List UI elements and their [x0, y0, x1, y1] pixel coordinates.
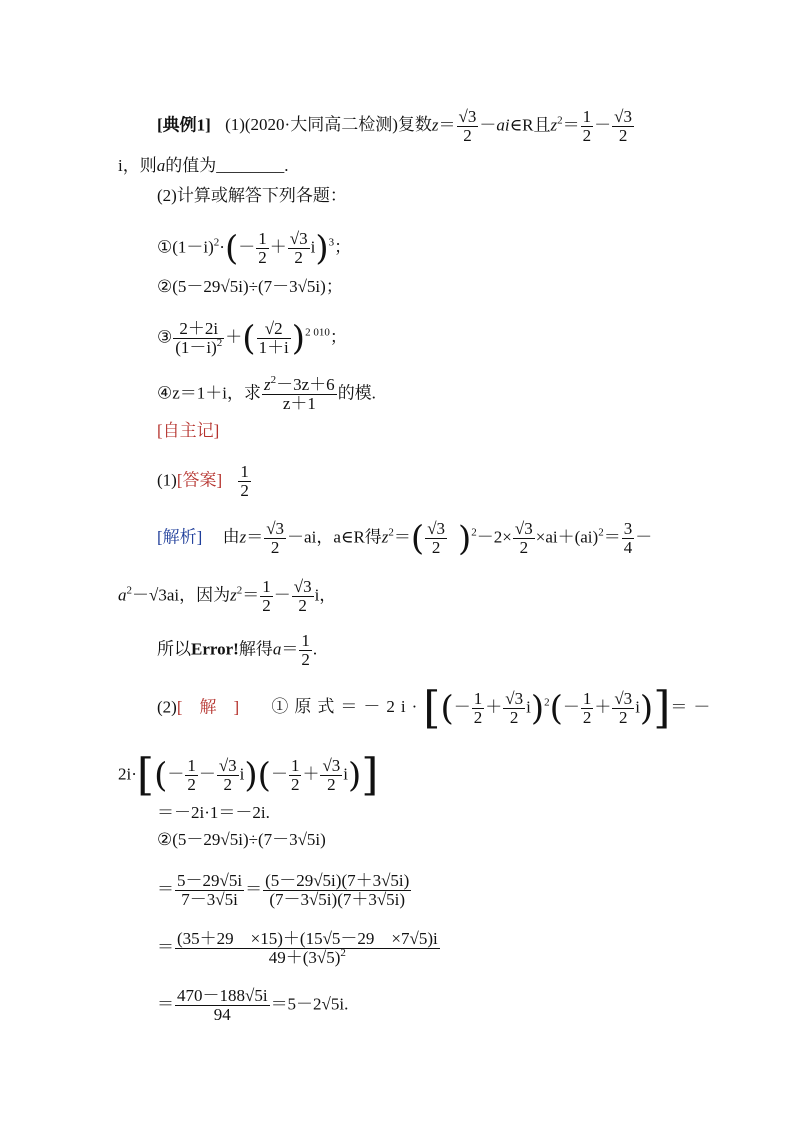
- frac-num: 1: [473, 689, 483, 708]
- frac-num: √3: [289, 229, 308, 248]
- frac-num: 1: [582, 107, 592, 126]
- frac-den: 7－3√5i: [181, 890, 238, 909]
- minus-sign: －: [594, 115, 612, 135]
- analysis-prefix: 由: [222, 527, 240, 547]
- frac-den: 2: [223, 775, 232, 794]
- exponent: 2: [270, 374, 277, 386]
- right-paren: ): [244, 755, 258, 796]
- solution-p2-step3: ＝ $\frac{470-188√5i}{94}$ ＝5－2√5i.: [157, 986, 349, 1024]
- left-paren: (: [242, 318, 256, 359]
- problem-4: [157, 376, 376, 413]
- frac-den: 2: [294, 248, 303, 267]
- analysis-line2-end: i，: [314, 585, 337, 605]
- frac-num: √3: [266, 519, 285, 538]
- step2-frac: [175, 930, 440, 967]
- frac-num: 2＋2i: [173, 320, 224, 339]
- frac-den: 2: [258, 248, 267, 267]
- frac-den: 2: [463, 126, 472, 145]
- frac-sqrt3-over-2: [513, 520, 535, 557]
- frac-den: 2: [582, 126, 592, 145]
- analysis-mid3: ×ai＋(ai): [535, 527, 599, 547]
- frac-num: √3: [458, 107, 477, 126]
- answer-tag: [答案]: [176, 470, 223, 490]
- minus-sign: －: [479, 115, 497, 135]
- analysis-line1: [解析] 由z＝ $\frac{√3}{2}$ －ai，a∈R得$z^2=$( $\frac{√3}{2}$ )$^2$－2× $\frac{√3}{2}$ ×ai＋(ai)$^2$＝ $\frac{3}{4}$ －: [157, 518, 653, 559]
- p1-prefix: ①(1－i): [157, 237, 214, 257]
- frac-num: √3: [614, 689, 633, 708]
- example-question-line2: [118, 156, 288, 176]
- semicolon: ；: [329, 327, 347, 347]
- var-z: z: [431, 115, 439, 135]
- exponent: 2: [126, 584, 132, 597]
- q1-prefix: (1)(2020·大同高二检测)复数: [225, 115, 432, 135]
- frac-sqrt3-over-2: [292, 578, 314, 615]
- frac-den: (7－3√5i)(7＋3√5i): [269, 890, 406, 909]
- frac-sqrt3-over-2: [217, 757, 239, 794]
- analysis-line2-mid: －√3ai，因为: [132, 585, 231, 605]
- left-paren: (: [154, 755, 168, 796]
- solution-prefix: (2): [157, 697, 177, 717]
- eq-sign: ＝: [562, 115, 580, 135]
- var-z: z: [230, 585, 237, 605]
- frac-num: √3: [218, 756, 237, 775]
- q1-tail-text: 的值为________.: [165, 156, 289, 175]
- frac-den: 2: [473, 708, 483, 727]
- solution-p2-step1: ＝ $\frac{5-29√5i}{7-3√5i}$ ＝ $\frac{(5-29√5i)(7+3√5i)}{(7-3√5i)(7+3√5i)}$: [157, 871, 410, 909]
- frac-num: 1: [262, 577, 271, 596]
- solution-line2-prefix: 2i·: [118, 764, 137, 784]
- left-bracket: [: [423, 682, 441, 734]
- frac-sqrt3-over-2: [503, 690, 525, 727]
- right-paren: ): [291, 318, 306, 359]
- frac-den: 2: [301, 650, 310, 669]
- var-a: a: [156, 156, 166, 175]
- frac-den-text: (1－i): [175, 338, 217, 357]
- frac-num: 1: [582, 689, 592, 708]
- analysis-line3-mid: 解得: [238, 639, 273, 659]
- frac-den: 2: [619, 708, 628, 727]
- solution-2-line1: (2)[ 解 ] ①原式＝－2i·[(－ $\frac{1}{2}$ ＋ $\frac{√3}{2}$ i)$^2$(－ $\frac{1}{2}$ ＋ $\frac{√3}{2}$ i)]＝－: [157, 682, 717, 734]
- frac-den: 2: [431, 538, 441, 557]
- frac-den: 2: [187, 775, 196, 794]
- frac-den: 2: [327, 775, 336, 794]
- analysis-line3-prefix: 所以: [157, 639, 191, 659]
- in-r-text: ∈R且: [509, 115, 551, 135]
- exponent: 2: [236, 584, 243, 597]
- frac-num-tail: －3z＋6: [276, 375, 335, 394]
- right-paren: ): [315, 228, 329, 269]
- frac-num: √2: [257, 320, 291, 339]
- left-paren: (: [224, 228, 239, 269]
- frac-sqrt3-over-2: [457, 108, 479, 145]
- frac-den: 2: [240, 481, 249, 500]
- exponent: 2: [340, 947, 346, 959]
- frac-1-over-2: [581, 690, 594, 727]
- exponent: 2: [471, 526, 477, 539]
- exponent: 2: [213, 236, 220, 249]
- right-bracket: ]: [653, 682, 671, 734]
- left-paren: (: [440, 688, 454, 729]
- semicolon: ；: [334, 237, 352, 257]
- frac-den: [173, 339, 224, 357]
- frac-num: 1: [240, 462, 249, 481]
- step3-frac: [175, 987, 270, 1024]
- frac-den-text: 49＋(3√5): [268, 948, 341, 967]
- solution-tag: [ 解 ]: [176, 697, 240, 717]
- frac-num: 1: [290, 756, 300, 775]
- frac-den: [175, 949, 440, 967]
- frac-num: 470－188√5i: [177, 986, 268, 1005]
- var-ai: ai: [496, 115, 510, 135]
- frac-num: [262, 376, 337, 395]
- example-question-line1: [157, 108, 635, 145]
- var-a: a: [118, 585, 127, 605]
- frac-sqrt3-over-2: [288, 230, 310, 267]
- frac-den: 2: [582, 708, 592, 727]
- solution-p2-head: ②(5－29√5i)÷(7－3√5i): [157, 830, 326, 849]
- frac-den: 1＋i: [258, 338, 289, 357]
- problem-1: $①(1-i)^2\cdot(-$ $\frac{1}{2}$ ＋ $\frac{√3}{2}$ i)$^3$；: [157, 228, 352, 269]
- i-tail-text: i，则: [118, 156, 157, 175]
- frac-den: 2: [270, 538, 280, 557]
- frac-den: 2: [262, 596, 271, 615]
- frac-den: 2: [298, 596, 307, 615]
- frac-num: 5－29√5i: [177, 871, 243, 890]
- step3-tail: ＝5－2√5i.: [270, 994, 349, 1014]
- exponent: 2: [544, 696, 550, 709]
- solution-p1-tail: ＝－: [670, 697, 717, 717]
- answer-1: [157, 463, 252, 500]
- frac-num: 1: [187, 756, 196, 775]
- frac-1-over-2: [299, 632, 312, 669]
- analysis-mid1: －ai，a∈R得: [287, 527, 382, 547]
- frac-num: 3: [623, 519, 633, 538]
- period: .: [312, 639, 318, 659]
- right-paren: ): [530, 688, 545, 729]
- right-paren: ): [639, 688, 654, 729]
- exponent: 3: [328, 236, 335, 249]
- frac-num: √3: [293, 577, 312, 596]
- p4-prefix: ④z＝1＋i，求: [157, 383, 262, 403]
- frac-num: (35＋29 ×15)＋(15√5－29 ×7√5)i: [177, 929, 438, 948]
- frac-p4: [262, 376, 337, 413]
- solution-2-line2: 2i·[(－ $\frac{1}{2}$ － $\frac{√3}{2}$ i)(－ $\frac{1}{2}$ ＋ $\frac{√3}{2}$ i)]: [118, 749, 379, 801]
- answer-fraction: [238, 463, 251, 500]
- frac-sqrt3-over-2: [612, 108, 634, 145]
- problem-2: ②(5－29√5i)÷(7－3√5i)；: [157, 277, 343, 296]
- var-a: a: [272, 639, 282, 659]
- left-paren: (: [549, 688, 563, 729]
- frac-sqrt3-over-2: [320, 757, 342, 794]
- analysis-line2: $a^2-√3ai$，因为$z^2=$ $\frac{1}{2}$ － $\frac{√3}{2}$ i，: [118, 577, 337, 615]
- frac-num: √3: [614, 107, 632, 126]
- frac-num: √3: [514, 519, 533, 538]
- var-z: z: [381, 527, 389, 547]
- frac-den: 2: [519, 538, 529, 557]
- left-paren: (: [257, 755, 271, 796]
- analysis-tag: [解析]: [157, 527, 203, 547]
- frac-den: 94: [213, 1005, 231, 1024]
- frac-1-over-2: [260, 578, 273, 615]
- var-z: z: [550, 115, 558, 135]
- self-record-label: [自主记]: [157, 421, 220, 440]
- frac-sqrt3-over-2: [264, 520, 286, 557]
- frac-num: (5－29√5i)(7＋3√5i): [265, 871, 410, 890]
- frac-sqrt3-over-2: [425, 520, 447, 557]
- example-tag: [典例1]: [157, 115, 211, 135]
- frac-sqrt2-over-1plusi: [257, 320, 291, 357]
- p3-prefix: ③: [157, 327, 173, 347]
- left-bracket: [: [136, 749, 155, 801]
- frac-p3-first: [173, 320, 224, 357]
- p4-tail: 的模.: [337, 383, 376, 403]
- dot: ·: [219, 237, 225, 257]
- step1-frac-a: [175, 872, 244, 909]
- analysis-mid2: －2×: [476, 527, 512, 547]
- frac-1-over-2: [289, 757, 302, 794]
- frac-num: √3: [322, 756, 341, 775]
- frac-num: 1: [301, 631, 310, 650]
- var-z: z: [264, 375, 271, 394]
- frac-den: 4: [623, 538, 633, 557]
- eq-sign: ＝: [438, 115, 456, 135]
- right-paren: ): [348, 755, 362, 796]
- right-bracket: ]: [361, 749, 379, 801]
- problem-3: ③ $\frac{2+2i}{(1-i)^2}$ ＋( $\frac{√2}{1+i}$ )$^{2 010}$；: [157, 318, 347, 359]
- exponent: 2 010: [305, 326, 330, 339]
- frac-1-over-2: [472, 690, 485, 727]
- frac-num: 1: [258, 229, 267, 248]
- frac-1-over-2: [185, 757, 198, 794]
- frac-sqrt3-over-2: [612, 690, 634, 727]
- exponent: 2: [598, 526, 604, 539]
- step1-frac-b: [263, 872, 411, 909]
- var-z: z: [239, 527, 247, 547]
- frac-1-over-2: [256, 230, 269, 267]
- analysis-line3: 所以Error!解得a＝ $\frac{1}{2}$ .: [157, 631, 318, 669]
- frac-num: √3: [427, 519, 446, 538]
- left-paren: (: [410, 518, 425, 559]
- frac-den: z＋1: [282, 394, 316, 413]
- solution-p2-step2: ＝ $\frac{(35+29 \times 15)+(15√5-29 \times 7√5)i}{49+(3√5)^2}$: [157, 929, 438, 967]
- frac-1-over-2: [581, 108, 594, 145]
- exponent: 2: [388, 526, 394, 539]
- error-text: Error!: [191, 639, 239, 659]
- frac-den: 2: [618, 126, 628, 145]
- solution-2-line3: ＝－2i·1＝－2i.: [157, 803, 270, 822]
- solution-p1-text: ①原式＝－2i·: [271, 697, 424, 717]
- question-2-heading: (2)计算或解答下列各题：: [157, 186, 347, 205]
- frac-den: 2: [509, 708, 519, 727]
- right-paren: ): [458, 518, 472, 559]
- answer-prefix: (1): [157, 470, 177, 490]
- frac-num: √3: [505, 689, 524, 708]
- exponent: 2: [557, 114, 563, 127]
- frac-3-over-4: [622, 520, 635, 557]
- frac-den: 2: [290, 775, 300, 794]
- exponent: 2: [216, 337, 223, 349]
